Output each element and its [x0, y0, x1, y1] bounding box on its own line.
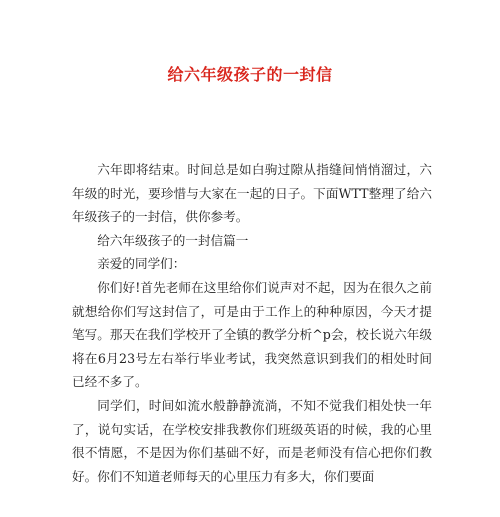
body-paragraph: 同学们，时间如流水般静静流淌，不知不觉我们相处快一年了，说句实话，在学校安排我教你们班级英语的时候，我的心里很不情愿，不是因为你们基础不好，而是老师没有信心把你们教好。你们不知道老师每天的心里压力有多大，你们要面 — [72, 397, 432, 484]
section-heading: 给六年级孩子的一封信篇一 — [97, 232, 249, 248]
document-body — [72, 158, 432, 488]
salutation: 亲爱的同学们： — [97, 256, 186, 272]
intro-paragraph: 六年即将结束。时间总是如白驹过隙从指缝间悄悄溜过，六年级的时光，要珍惜与大家在一起的日子。下面WTT整理了给六年级孩子的一封信，供你参考。 — [72, 162, 432, 225]
document-title: 给六年级孩子的一封信 — [167, 65, 333, 84]
body-paragraph: 你们好!首先老师在这里给你们说声对不起，因为在很久之前就想给你们写这封信了，可是由于工作上的种种原因，今天才提笔写。那天在我们学校开了全镇的教学分析^p会，校长说六年级将在6月23号左右举行毕业考试，我突然意识到我们的相处时间已经不多了。 — [72, 279, 432, 390]
